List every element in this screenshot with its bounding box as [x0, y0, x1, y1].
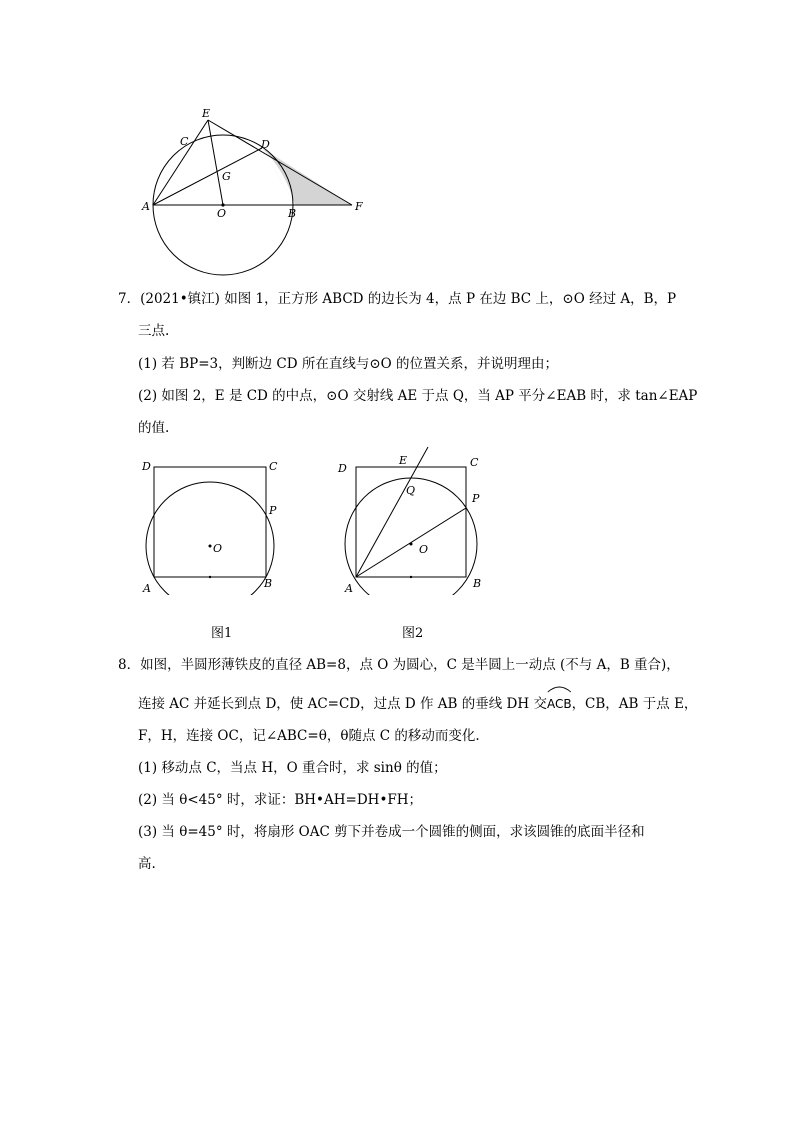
q7-line1: 7．(2021•镇江) 如图 1，正方形 ABCD 的边长为 4，点 P 在边 BC 上，⊙O 经过 A，B，P [118, 291, 677, 307]
label-G: G [222, 170, 231, 183]
figure-1 [135, 455, 285, 595]
label-E: E [202, 107, 211, 120]
q8-line2 [138, 694, 697, 714]
q8-line2-part-b: ，CB，AB 于点 E， [571, 696, 698, 712]
q8-line5: (2) 当 θ<45° 时，求证：BH•AH=DH•FH； [138, 792, 423, 808]
q8-line1: 8．如图，半圆形薄铁皮的直径 AB=8，点 O 为圆心，C 是半圆上一动点 (不与 A，B 重合)， [118, 657, 680, 673]
fig2-label-C: C [470, 456, 479, 469]
fig1-label-P: P [269, 504, 277, 517]
label-O: O [217, 207, 227, 220]
fig2-label-B: B [473, 577, 482, 590]
q8-line7: 高. [138, 856, 156, 872]
fig1-label-C: C [269, 460, 278, 473]
label-C: C [180, 135, 189, 148]
label-B: B [288, 207, 297, 220]
q7-line3: (1) 若 BP=3，判断边 CD 所在直线与⊙O 的位置关系，并说明理由； [138, 356, 559, 372]
q7-line2: 三点. [138, 323, 170, 339]
arc-mark [547, 685, 572, 693]
figure-2 [330, 445, 500, 595]
fig1-label-O: O [213, 542, 223, 555]
fig2-label-A: A [345, 582, 353, 595]
fig2-label-O: O [419, 543, 429, 556]
q8-line6: (3) 当 θ=45° 时，将扇形 OAC 剪下并卷成一个圆锥的侧面，求该圆锥的底面半径和 [138, 824, 645, 840]
fig2-label-E: E [399, 454, 408, 467]
q8-line2-part-a: 连接 AC 并延长到点 D，使 AC=CD，过点 D 作 AB 的垂线 DH 交 [138, 696, 547, 712]
q7-line4: (2) 如图 2，E 是 CD 的中点，⊙O 交射线 AE 于点 Q，当 AP 平分∠EAB 时，求 tan∠EAP [138, 388, 698, 404]
label-F: F [355, 200, 363, 213]
q8-line3: F，H，连接 OC，记∠ABC=θ，θ随点 C 的移动而变化. [138, 728, 480, 744]
fig1-caption: 图1 [211, 626, 233, 641]
label-A: A [142, 200, 150, 213]
shaded-region [262, 148, 352, 205]
fig1-label-D: D [142, 460, 151, 473]
q8-line4: (1) 移动点 C，当点 H，O 重合时，求 sinθ 的值； [138, 760, 447, 776]
figure-circle-tangent [130, 100, 380, 280]
fig1-label-B: B [264, 577, 273, 590]
q7-line5: 的值. [138, 420, 170, 436]
fig2-label-P: P [472, 492, 480, 505]
arc-acb [547, 694, 572, 714]
fig1-label-A: A [143, 582, 151, 595]
fig2-label-D: D [338, 462, 347, 475]
fig2-caption: 图2 [402, 626, 424, 641]
fig2-label-Q: Q [406, 484, 416, 497]
arc-acb-text: ACB [546, 697, 572, 711]
label-D: D [261, 138, 270, 151]
